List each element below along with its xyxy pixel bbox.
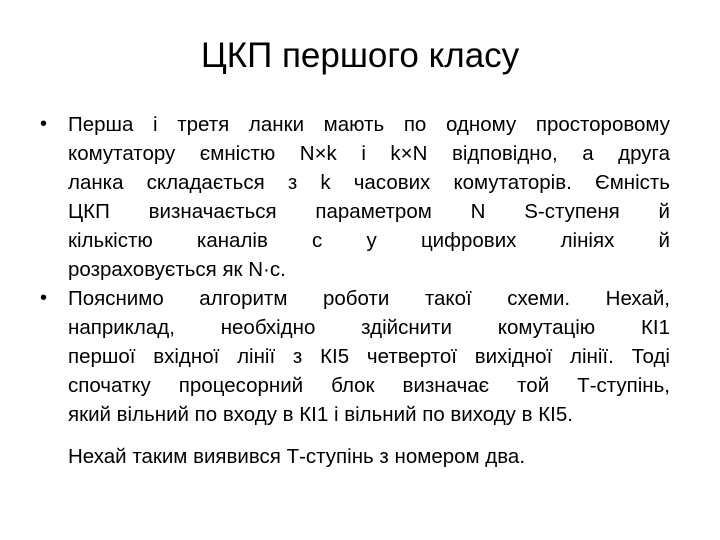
text-line: наприклад, необхідно здійснити комутацію КІ1 (68, 316, 670, 339)
bullet-item-2 (40, 284, 670, 429)
bullet-item-1 (40, 110, 670, 284)
text-line: ЦКП визначається параметром N S-ступеня й (68, 200, 670, 223)
bullet-list (40, 110, 670, 429)
text-line: комутатору ємністю N×k і k×N відповідно, а друга (68, 142, 670, 165)
text-line: який вільний по входу в КІ1 і вільний по виходу в КІ5. (68, 403, 573, 426)
text-line: Перша і третя ланки мають по одному просторовому (68, 113, 670, 136)
text-line: ланка складається з k часових комутаторів. Ємність (68, 171, 670, 194)
bullet-marker: • (40, 113, 48, 135)
text-line: першої вхідної лінії з КІ5 четвертої вихідної лінії. Тоді (68, 345, 670, 368)
slide-title: ЦКП першого класу (200, 36, 520, 75)
text-line: Пояснимо алгоритм роботи такої схеми. Нехай, (68, 287, 670, 310)
bullet-marker: • (40, 287, 48, 309)
text-line: спочатку процесорний блок визначає той Т-ступінь, (68, 374, 670, 397)
text-line: кількістю каналів с у цифрових лініях й (68, 229, 670, 252)
closing-paragraph: Нехай таким виявився Т-ступінь з номером два. (68, 445, 526, 468)
text-line: розраховується як N·с. (68, 258, 286, 281)
